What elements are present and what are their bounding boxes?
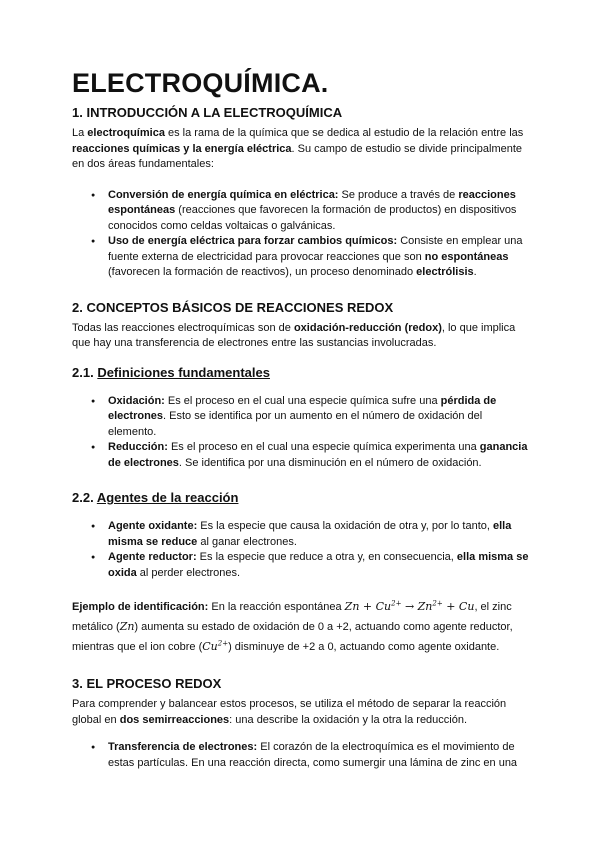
subsection-2-1-heading: 2.1. Definiciones fundamentales [72, 364, 270, 380]
list-item: ● Agente oxidante: Es la especie que causa la oxidación de otra y, por lo tanto, ella misma se reduce al ganar electrones. [108, 519, 530, 550]
list-item: ● Transferencia de electrones: El corazón de la electroquímica es el movimiento de estas partículas. En una reacción directa, como sumergir una lámina de zinc en una [108, 740, 530, 771]
section-3-heading: 3. EL PROCESO REDOX [72, 676, 222, 691]
list-item: ● Conversión de energía química en eléctrica: Se produce a través de reacciones espontáneas (reacciones que favorecen la formación de productos) en dispositivos conocidos como celdas voltaicas o galvánicas. [108, 188, 530, 235]
subsection-2-2-heading: 2.2. Agentes de la reacción [72, 490, 239, 505]
list-item: ● Agente reductor: Es la especie que reduce a otra y, en consecuencia, ella misma se oxida al perder electrones. [108, 550, 530, 581]
list-item: ● Oxidación: Es el proceso en el cual una especie química sufre una pérdida de electrones. Esto se identifica por un aumento en el número de oxidación del elemento. [108, 394, 530, 441]
section-1-intro: La electroquímica es la rama de la química que se dedica al estudio de la relación entre las reacciones químicas y la energía eléctrica. Su campo de estudio se divide principalmente en dos áreas fundamentales: [72, 127, 524, 170]
document-content [72, 66, 530, 771]
reaction-equation: $Zn + Cu^{2+} \to Zn^{2+} + Cu$ [344, 599, 475, 613]
identification-example: Ejemplo de identificación: En la reacción espontánea $Zn + Cu^{2+} \to Zn^{2+} + Cu$, el zinc metálico (Zn) aumenta su estado de oxidación de 0 a +2, actuando como agente reductor, mientras que el ion cobre $(Cu^{2+})$ disminuye de +2 a 0, actuando como agente oxidante. [72, 599, 513, 653]
section-1-list [72, 188, 530, 281]
section-3-intro: Para comprender y balancear estos procesos, se utiliza el método de separar la reacción global en dos semirreacciones: una describe la oxidación y la otra la reducción. [72, 698, 507, 726]
list-item: ● Uso de energía eléctrica para forzar cambios químicos: Consiste en emplear una fuente externa de electricidad para provocar reacciones que son no espontáneas (favorecen la formación de reactivos), un proceso denominado electrólisis. [108, 234, 530, 281]
definitions-list [72, 394, 530, 472]
section-1-heading: 1. INTRODUCCIÓN A LA ELECTROQUÍMICA [72, 105, 343, 120]
agents-list [72, 519, 530, 581]
section-3-list [72, 740, 530, 771]
list-item: ● Reducción: Es el proceso en el cual una especie química experimenta una ganancia de electrones. Se identifica por una disminución en el número de oxidación. [108, 440, 530, 471]
section-2-intro: Todas las reacciones electroquímicas son de oxidación-reducción (redox), lo que implica que hay una transferencia de electrones entre las sustancias involucradas. [72, 321, 516, 349]
section-2-heading: 2. CONCEPTOS BÁSICOS DE REACCIONES REDOX [72, 299, 394, 315]
document-title: ELECTROQUÍMICA. [72, 68, 329, 98]
